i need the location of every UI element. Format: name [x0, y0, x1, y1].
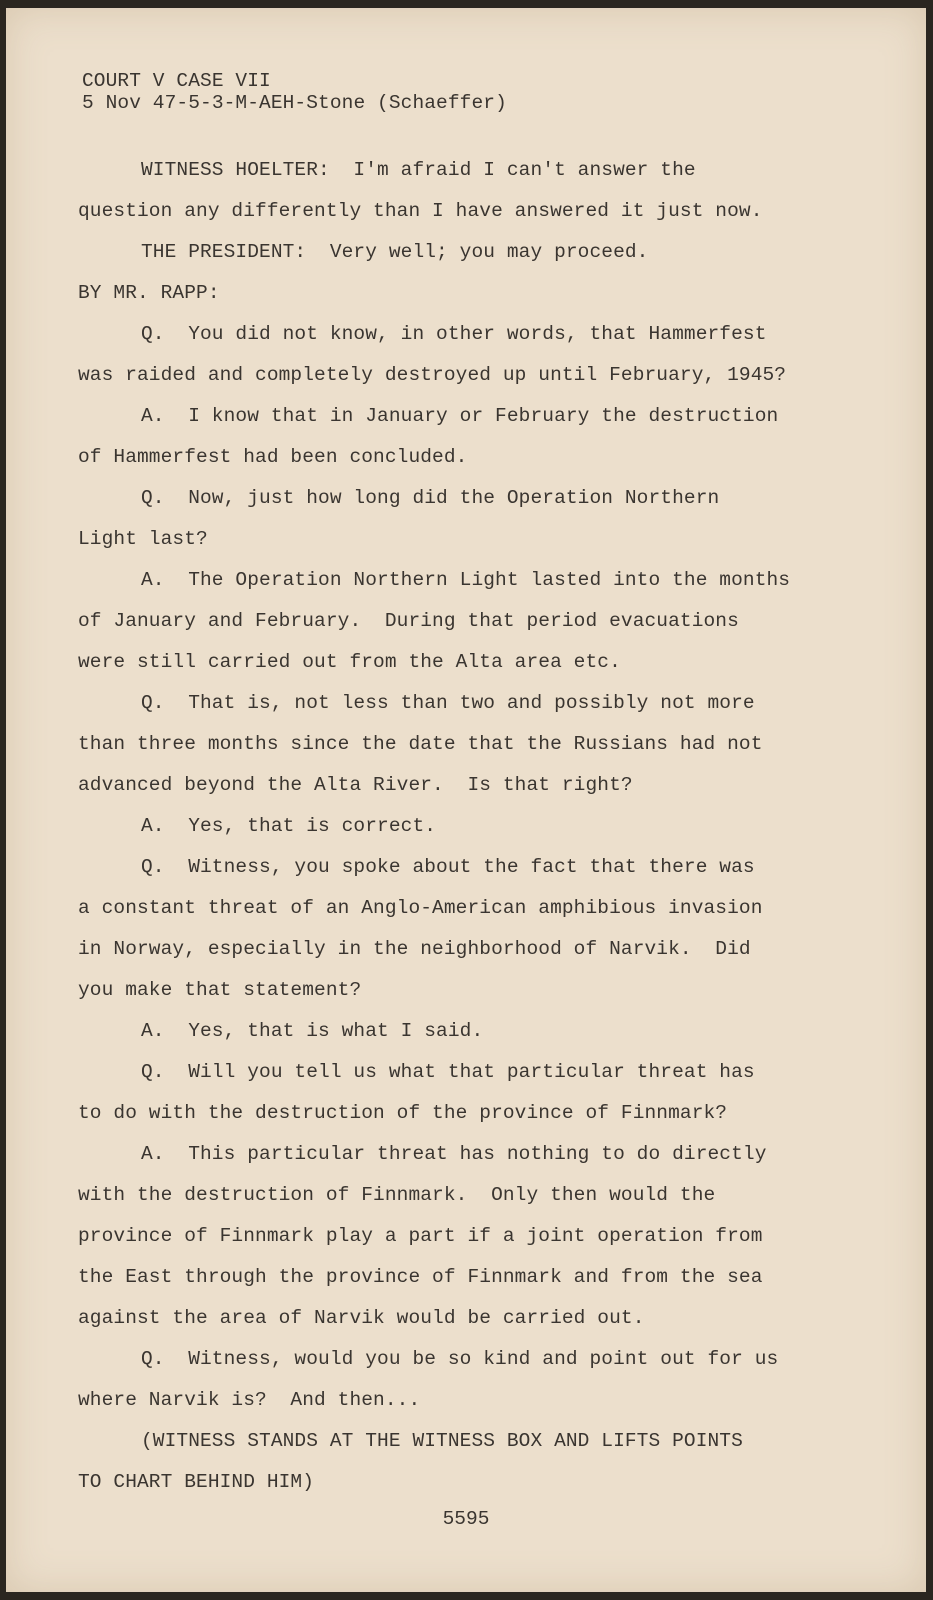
transcript-line: with the destruction of Finnmark. Only then would the: [78, 1184, 716, 1206]
session-reference-line: 5 Nov 47-5-3-M-AEH-Stone (Schaeffer): [82, 92, 507, 114]
transcript-line: to do with the destruction of the province of Finnmark?: [78, 1102, 728, 1124]
examiner-heading: BY MR. RAPP:: [78, 282, 220, 304]
transcript-line: than three months since the date that the Russians had not: [78, 733, 763, 755]
stage-direction: (WITNESS STANDS AT THE WITNESS BOX AND LIFTS POINTS: [141, 1430, 743, 1452]
court-case-line: COURT V CASE VII: [82, 70, 271, 92]
page-number: 5595: [442, 1508, 490, 1530]
transcript-line: of January and February. During that period evacuations: [78, 610, 739, 632]
transcript-line: A. This particular threat has nothing to do directly: [141, 1143, 767, 1165]
stage-direction: TO CHART BEHIND HIM): [78, 1471, 315, 1493]
transcript-line: Light last?: [78, 528, 208, 550]
transcript-line: Q. Witness, you spoke about the fact that there was: [141, 856, 755, 878]
transcript-line: the East through the province of Finnmark and from the sea: [78, 1266, 763, 1288]
transcript-body: [78, 150, 898, 1503]
transcript-line: advanced beyond the Alta River. Is that right?: [78, 774, 633, 796]
transcript-line: were still carried out from the Alta area etc.: [78, 651, 621, 673]
transcript-line: WITNESS HOELTER: I'm afraid I can't answer the: [141, 159, 696, 181]
transcript-line: of Hammerfest had been concluded.: [78, 446, 468, 468]
transcript-line: a constant threat of an Anglo-American amphibious invasion: [78, 897, 763, 919]
transcript-line: you make that statement?: [78, 979, 362, 1001]
transcript-line: A. I know that in January or February the destruction: [141, 405, 779, 427]
transcript-line: A. The Operation Northern Light lasted into the months: [141, 569, 791, 591]
transcript-line: A. Yes, that is correct.: [141, 815, 437, 837]
transcript-line: against the area of Narvik would be carried out.: [78, 1307, 645, 1329]
transcript-line: Q. Will you tell us what that particular threat has: [141, 1061, 755, 1083]
transcript-line: Q. Witness, would you be so kind and point out for us: [141, 1348, 779, 1370]
document-page: [6, 8, 926, 1592]
transcript-line: Q. Now, just how long did the Operation Northern: [141, 487, 720, 509]
transcript-line: where Narvik is? And then...: [78, 1389, 421, 1411]
transcript-line: A. Yes, that is what I said.: [141, 1020, 484, 1042]
transcript-line: THE PRESIDENT: Very well; you may proceed.: [141, 241, 649, 263]
transcript-line: was raided and completely destroyed up until February, 1945?: [78, 364, 787, 386]
transcript-line: Q. You did not know, in other words, that Hammerfest: [141, 323, 767, 345]
transcript-line: in Norway, especially in the neighborhood of Narvik. Did: [78, 938, 751, 960]
document-header: [82, 70, 507, 114]
transcript-line: question any differently than I have answered it just now.: [78, 200, 763, 222]
transcript-line: Q. That is, not less than two and possibly not more: [141, 692, 755, 714]
transcript-line: province of Finnmark play a part if a joint operation from: [78, 1225, 763, 1247]
